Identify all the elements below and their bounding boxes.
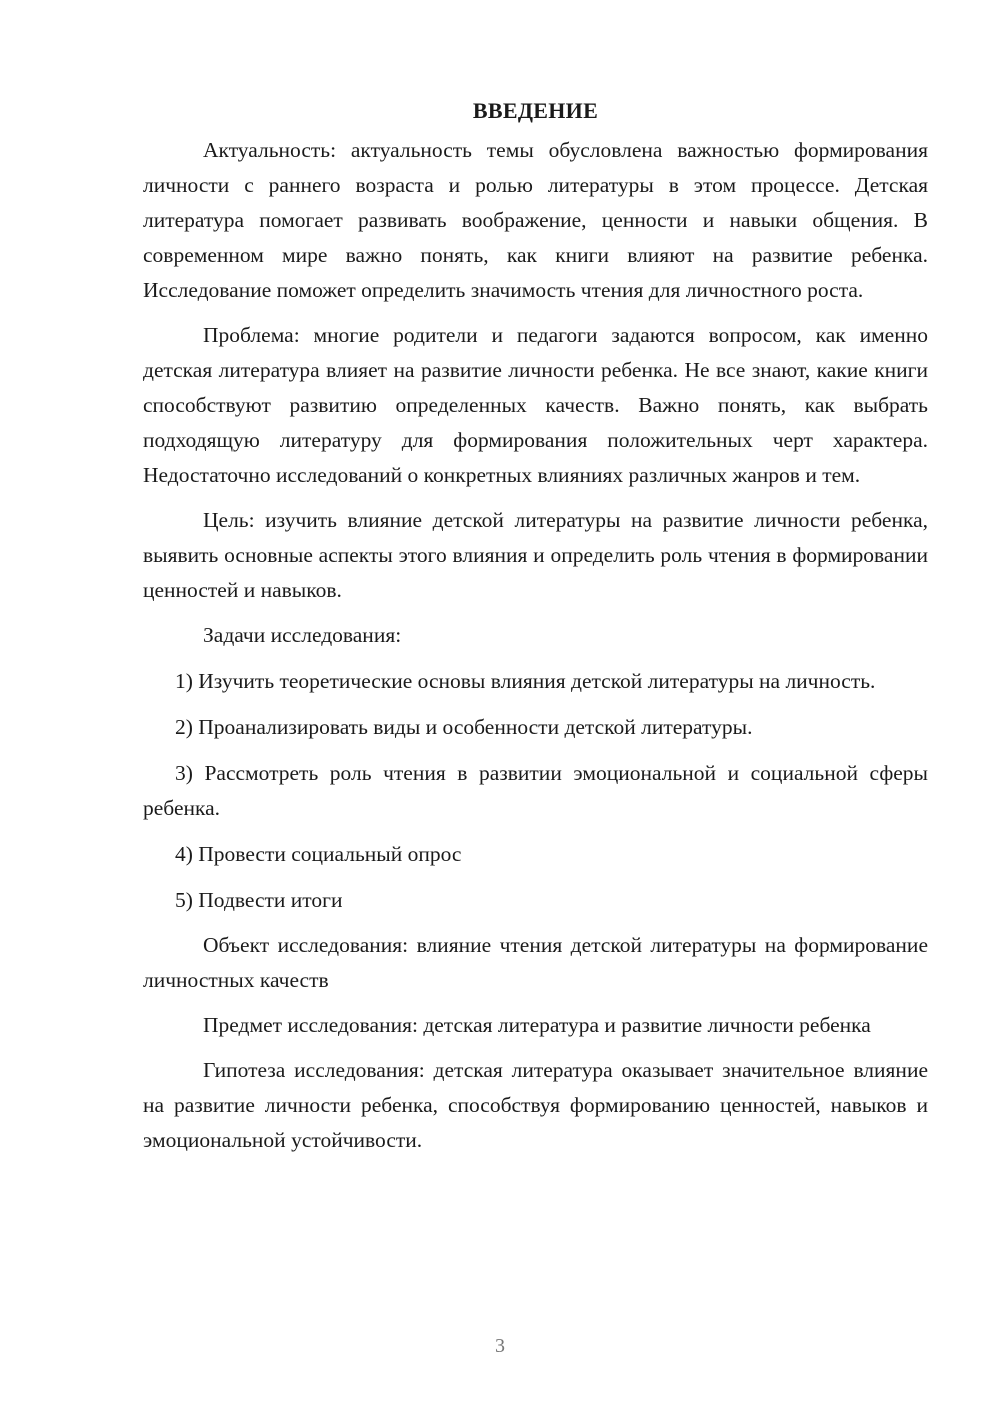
goal-paragraph: Цель: изучить влияние детской литературы на развитие личности ребенка, выявить основные аспекты этого влияния и определить роль чтения в формировании ценностей и навыков. xyxy=(143,508,928,602)
hypothesis-paragraph: Гипотеза исследования: детская литература оказывает значительное влияние на развитие личности ребенка, способствуя формированию ценностей, навыков и эмоциональной устойчивости. xyxy=(143,1058,928,1152)
task-item: 3) Рассмотреть роль чтения в развитии эмоциональной и социальной сферы ребенка. xyxy=(143,761,928,820)
page-number: 3 xyxy=(495,1335,505,1357)
task-item: 4) Провести социальный опрос xyxy=(175,842,462,866)
task-item: 5) Подвести итоги xyxy=(175,888,343,912)
object-paragraph: Объект исследования: влияние чтения детской литературы на формирование личностных качеств xyxy=(143,933,928,992)
task-item: 1) Изучить теоретические основы влияния детской литературы на личность. xyxy=(175,669,876,693)
subject-paragraph: Предмет исследования: детская литература и развитие личности ребенка xyxy=(203,1013,871,1037)
problem-paragraph: Проблема: многие родители и педагоги задаются вопросом, как именно детская литература влияет на развитие личности ребенка. Не все знают, какие книги способствуют развитию определенных качеств. Важно понять, как выбрать подходящую литературу для формирования положительных черт характера. Недостаточно исследований о конкретных влияниях различных жанров и тем. xyxy=(143,323,928,487)
relevance-paragraph: Актуальность: актуальность темы обусловлена важностью формирования личности с раннего возраста и ролью литературы в этом процессе. Детская литература помогает развивать воображение, ценности и навыки общения. В современном мире важно понять, как книги влияют на развитие ребенка. Исследование поможет определить значимость чтения для личностного роста. xyxy=(143,138,928,302)
section-title: ВВЕДЕНИЕ xyxy=(472,98,599,123)
task-item: 2) Проанализировать виды и особенности детской литературы. xyxy=(175,715,753,739)
tasks-heading: Задачи исследования: xyxy=(203,623,402,647)
document-page xyxy=(143,93,928,1158)
